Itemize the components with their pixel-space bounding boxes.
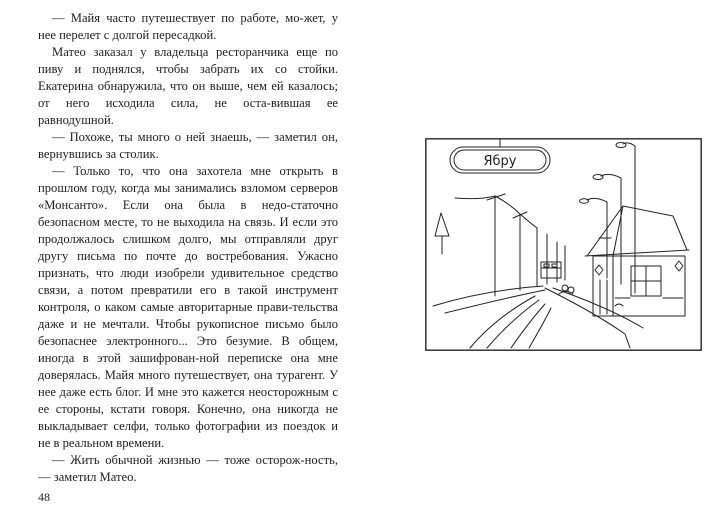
paragraph: — Жить обычной жизнью — тоже осторож-ность, — заметил Матео. bbox=[38, 453, 338, 484]
railway-station-illustration bbox=[425, 138, 702, 351]
distant-train bbox=[541, 262, 561, 278]
station-building bbox=[585, 206, 689, 316]
paragraph: — Майя часто путешествует по работе, мо-жет, у нее перелет с долгой пересадкой. bbox=[38, 11, 338, 42]
paragraph: — Похоже, ты много о ней знаешь, — заметил он, вернувшись за столик. bbox=[38, 130, 338, 161]
paragraph: Матео заказал у владельца ресторанчика еще по пиву и поднялся, чтобы забрать их со стойки. Екатерина обнаружила, что он выше, чем ей казалось; от него исходила сила, не оста-вившая ее равнодушной. bbox=[38, 45, 338, 127]
paragraph: — Только то, что она захотела мне открыть в прошлом году, когда мы занимались взломом серверов «Монсанто». Если она была в недо-статочно безопасном месте, то не выходила на связь. И если это продолжалось слишком долго, мы отправляли друг другу письма по почте до востребования. Ужасно признать, что люди изобрели удивительное средство связи, а потом превратили его в такой инструмент контроля, о каком самые авторитарные прави-тельства даже и не мечтали. Чтобы рукописное письмо было безопаснее электронного... Это безумие. В общем, иногда в этой зашифрован-ной переписке она мне доверялась. Майя много путешествует, она турагент. У нее даже есть блог. И мне это кажется неосторожным с ее стороны, кстати говоря. Конечно, она никогда не выкладывает селфи, только фотографии из поездок и не в реальном времени. bbox=[38, 164, 338, 450]
illustration-frame bbox=[426, 139, 701, 350]
tree bbox=[435, 213, 449, 236]
street-lamps bbox=[580, 143, 636, 294]
station-sign-text: Ябру bbox=[483, 154, 517, 169]
railway-tracks bbox=[433, 286, 643, 348]
page-number: 48 bbox=[38, 490, 50, 504]
page-text-column bbox=[38, 10, 338, 486]
utility-poles bbox=[455, 194, 565, 296]
